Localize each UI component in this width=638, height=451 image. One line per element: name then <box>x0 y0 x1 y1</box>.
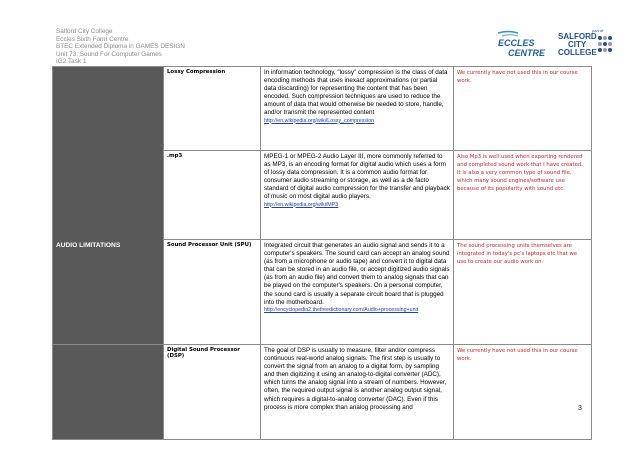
description-cell <box>261 345 454 440</box>
salford-dots-icon <box>598 36 612 52</box>
note-cell: We currently have not used this in our course work. <box>454 67 592 151</box>
document-header <box>56 28 185 66</box>
eccles-logo-line2: CENTRE <box>508 48 546 58</box>
category-cell: AUDIO LIMITATIONS <box>53 240 164 345</box>
description-cell <box>261 240 454 345</box>
reference-link[interactable]: http://encyclopedia2.thefreedictionary.com/Audio+processing+unit <box>264 306 419 313</box>
salford-logo-line3: COLLEGE <box>558 48 597 57</box>
topic-cell: Digital Sound Processor (DSP) <box>164 345 261 440</box>
description-text: Integrated circuit that generates an audio signal and sends it to a computer's speakers. The sound card can accept an analog sound (as from a microphone or audio tape) and convert it to digital data that can be stored in an audio file, or accept digitized audio signals (as from an audio file) and convert them to analog signals that can be played on the computer's speakers. On a personal computer, the sound card is usually a separate circuit board that is plugged into the motherboard. <box>264 242 450 306</box>
header-line: BTEC Extended Diploma in GAMES DESIGN <box>56 43 185 51</box>
reference-link[interactable]: http://en.wikipedia.org/wiki/MP3 <box>264 201 339 208</box>
header-line: Salford City College <box>56 28 113 35</box>
topic-cell: Sound Processor Unit (SPU) <box>164 240 261 345</box>
salford-logo-tag: part of <box>592 28 604 33</box>
category-cell <box>53 67 164 151</box>
reference-link[interactable]: http://en.wikipedia.org/wiki/Lossy_compression <box>264 117 375 124</box>
topic-cell: .mp3 <box>164 151 261 240</box>
header-line: Eccles Sixth Form Centre <box>56 35 129 43</box>
note-cell: We currently have not used this in our course work. <box>454 345 592 440</box>
page-number: 3 <box>578 405 582 412</box>
salford-logo-line2: CITY <box>568 40 587 49</box>
note-cell: The sound processing units themselves are integrated in today's pc's laptops etc that we use to create our audio work on. <box>454 240 592 345</box>
table-row <box>53 151 592 240</box>
eccles-logo-line1: ECCLES <box>498 38 535 48</box>
salford-logo <box>556 27 616 66</box>
note-cell: Also Mp3 is well used when exporting rendered and completed sound work that I have created. It is also a very common type of sound file, which many sound engines/software use because of its popularity with sound etc. <box>454 151 592 240</box>
content-table <box>52 66 592 440</box>
table-row <box>53 67 592 151</box>
table-row <box>53 345 592 440</box>
category-cell <box>53 151 164 240</box>
description-text: In information technology, "lossy" compression is the class of data encoding methods that uses inexact approximations (or partial data discarding) for representing the content that has been encoded. Such compression techniques are used to reduce the amount of data that would otherwise be needed to store, handle, and/or transmit the represented content <box>264 69 448 117</box>
description-cell <box>261 151 454 240</box>
description-text: MPEG-1 or MPEG-2 Audio Layer III, more commonly referred to as MP3, is an encoding format for digital audio which uses a form of lossy data compression. It is a common audio format for consumer audio streaming or storage, as well as a de facto standard of digital audio compression for the transfer and playback of music on most digital audio players. <box>264 153 450 201</box>
topic-cell: Lossy Compression <box>164 67 261 151</box>
eccles-logo <box>496 30 554 65</box>
header-line: Unit 73: Sound For Computer Games <box>56 50 162 58</box>
category-cell <box>53 345 164 440</box>
salford-logo-line1: SALFORD <box>558 32 597 41</box>
description-text: The goal of DSP is usually to measure, filter and/or compress continuous real-world analog signals. The first step is usually to convert the signal from an analog to a digital form, by sampling and then digitizing it using an analog-to-digital converter (ADC), which turns the analog signal into a stream of numbers. However, often, the required output signal is another analog output signal, which requires a digital-to-analog converter (DAC). Even if this process is more complex than analog processing and <box>264 347 447 411</box>
table-row <box>53 240 592 345</box>
header-line: IG2 Task 1 <box>56 58 87 66</box>
description-cell <box>261 67 454 151</box>
